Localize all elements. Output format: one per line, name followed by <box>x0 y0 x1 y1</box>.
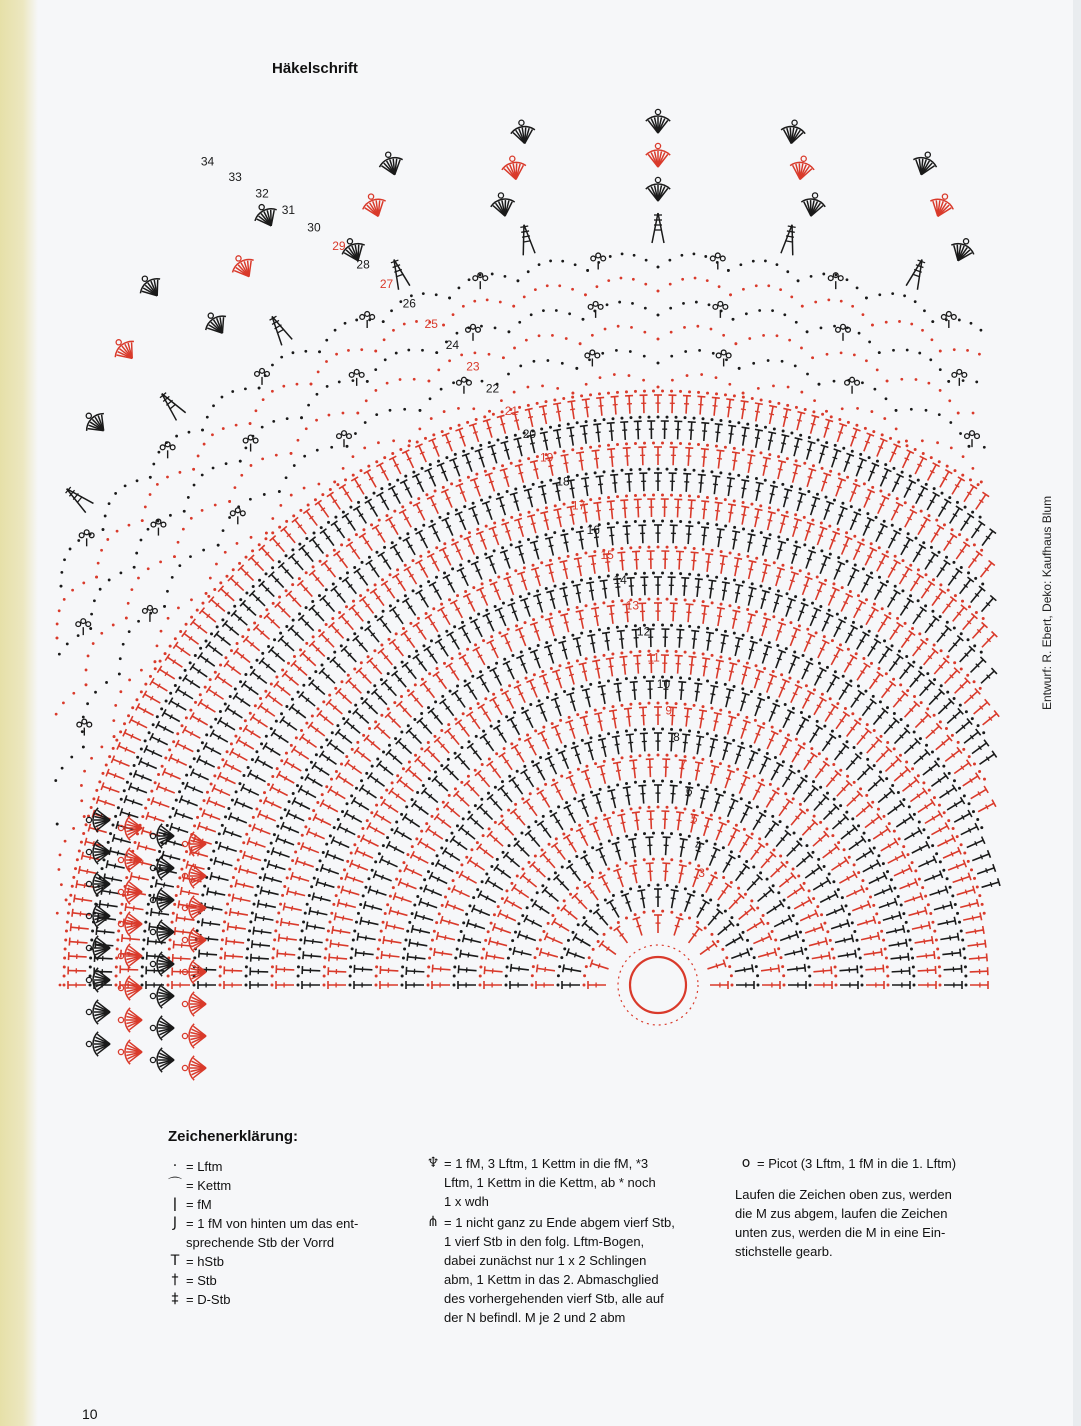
kettm-icon: ⌒ <box>168 1177 182 1193</box>
legend-title: Zeichenerklärung: <box>168 1128 299 1145</box>
hstb-icon: T <box>170 1253 180 1269</box>
picot-icon: o <box>741 1155 751 1171</box>
round-number-label: 28 <box>356 257 370 272</box>
legend-item-text: = Lftm <box>186 1159 223 1174</box>
legend-item-text: = 1 fM, 3 Lftm, 1 Kettm in die fM, *3 Lftm, 1 Kettm in die Kettm, ab * noch 1 x wdh <box>444 1156 656 1209</box>
legend-item <box>735 1154 1005 1173</box>
design-credit: Entwurf: R. Ebert, Deko: Kaufhaus Blum <box>1040 495 1054 710</box>
round-number-label: 5 <box>690 811 698 826</box>
legend-item <box>164 1157 404 1176</box>
round-number-label: 12 <box>636 624 651 639</box>
legend-item <box>422 1213 722 1327</box>
round-number-label: 34 <box>200 154 215 169</box>
round-number-label: 24 <box>445 338 460 353</box>
page-number: 10 <box>82 1406 98 1422</box>
round-number-label: 19 <box>539 450 554 465</box>
legend-item <box>164 1252 404 1271</box>
stb-icon: † <box>171 1272 179 1288</box>
magic-ring <box>630 957 686 1013</box>
round-number-label: 8 <box>673 730 680 745</box>
legend-column-2 <box>422 1154 722 1329</box>
cluster-stb-icon: ⋔ <box>427 1214 439 1230</box>
legend-item <box>164 1271 404 1290</box>
round-number-label: 31 <box>281 203 296 218</box>
round-number-label: 3 <box>698 866 705 881</box>
round-number-label: 18 <box>556 474 570 489</box>
round-number-label: 7 <box>679 757 687 772</box>
round-number-label: 6 <box>685 784 693 799</box>
round-number-label: 11 <box>647 650 660 665</box>
legend-item-text: = 1 fM von hinten um das ent- sprechende Stb der Vorrd <box>186 1216 359 1250</box>
round-number-label: 15 <box>600 547 614 562</box>
legend-item-text: = Picot (3 Lftm, 1 fM in die 1. Lftm) <box>757 1156 957 1171</box>
legend-item <box>164 1176 404 1195</box>
round-number-label: 26 <box>402 296 416 311</box>
round-number-label: 23 <box>466 359 480 374</box>
round-number-label: 13 <box>625 598 640 613</box>
legend-item-text: = Stb <box>186 1273 217 1288</box>
round-number-label: 33 <box>228 170 242 185</box>
fm-picot-group-icon: ♆ <box>426 1155 440 1171</box>
round-number-label: 10 <box>656 676 671 691</box>
legend-item <box>422 1154 722 1211</box>
round-number-label: 16 <box>586 523 600 538</box>
round-number-label: 29 <box>332 238 346 253</box>
legend-column-3 <box>735 1154 1005 1261</box>
chart-rounds <box>54 109 1000 1080</box>
round-number-label: 20 <box>522 427 537 442</box>
fm-back-icon: J <box>172 1215 178 1231</box>
dstb-icon: ‡ <box>171 1291 179 1307</box>
round-number-label: 14 <box>613 573 627 588</box>
legend-item <box>164 1195 404 1214</box>
round-number-label: 17 <box>571 498 586 513</box>
round-number-label: 4 <box>695 838 702 853</box>
legend-item-text: = hStb <box>186 1254 224 1269</box>
round-number-label: 25 <box>424 317 438 332</box>
legend-item-text: = fM <box>186 1197 212 1212</box>
round-number-label: 21 <box>504 404 519 419</box>
legend-item-text: = D-Stb <box>186 1292 231 1307</box>
round-number-label: 27 <box>379 276 394 291</box>
round-number-label: 9 <box>665 703 673 718</box>
legend-column-1 <box>164 1157 404 1309</box>
legend-note: Laufen die Zeichen oben zus, werden die M zus abgem, laufen die Zeichen unten zus, werden die M in eine Ein- stichstelle gearb. <box>735 1187 952 1259</box>
round-number-label: 22 <box>485 381 500 396</box>
chart-title: Häkelschrift <box>272 60 358 77</box>
legend-item-text: = Kettm <box>186 1178 232 1193</box>
fm-icon: ǀ <box>172 1196 178 1212</box>
round-number-label: 32 <box>255 186 269 201</box>
round-number-label: 30 <box>307 220 321 235</box>
legend-item <box>164 1290 404 1309</box>
legend-item-text: = 1 nicht ganz zu Ende abgem vierf Stb, 1 vierf Stb in den folg. Lftm-Bogen, dabei zunächst nur 1 x 2 Schlingen abm, 1 Kettm in das 2. Abmaschglied des vorhergehenden vierf Stb, alle auf der N befindl. M je 2 und 2 abm <box>444 1215 675 1325</box>
legend-item <box>164 1214 404 1252</box>
lftm-icon: · <box>172 1158 178 1174</box>
